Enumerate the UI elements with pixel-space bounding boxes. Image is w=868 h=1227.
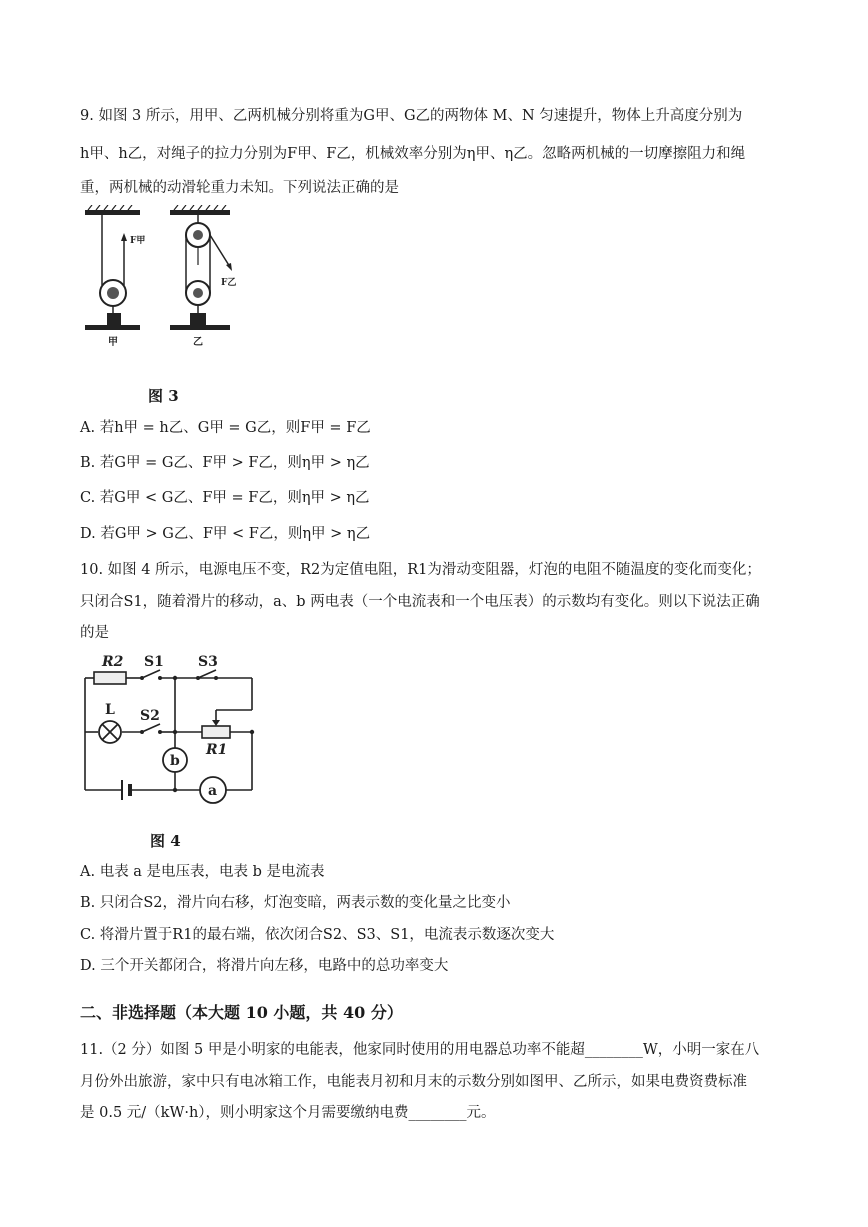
q10-option-b: B. 只闭合S2，滑片向右移，灯泡变暗，两表示数的变化量之比变小	[80, 895, 511, 911]
force-label-left: F甲	[130, 236, 146, 246]
q9-text-line-1: 9. 如图 3 所示，用甲、乙两机械分别将重为G甲、G乙的两物体 M、N 匀速提升，物体上升高度分别为	[80, 108, 743, 124]
label-s2: S2	[140, 708, 160, 724]
q11-text-line-3: 是 0.5 元/（kW·h），则小明家这个月需要缴纳电费________元。	[80, 1105, 496, 1121]
meter-b-label: b	[170, 753, 180, 769]
label-s1: S1	[144, 654, 164, 670]
meter-a-label: a	[208, 783, 218, 799]
label-jia: 甲	[108, 337, 118, 348]
label-l: L	[105, 702, 115, 718]
label-r2: R2	[102, 654, 124, 670]
label-yi: 乙	[193, 337, 203, 348]
q9-option-b: B. 若G甲 = G乙、F甲 > F乙，则η甲 > η乙	[80, 455, 370, 471]
q9-text-line-2: h甲、h乙，对绳子的拉力分别为F甲、F乙，机械效率分别为η甲、η乙。忽略两机械的一切摩擦阻力和绳	[80, 146, 746, 162]
figure-4-caption: 图 4	[150, 832, 181, 850]
q9-option-d: D. 若G甲 > G乙、F甲 < F乙，则η甲 > η乙	[80, 526, 371, 542]
q10-text-line-1: 10. 如图 4 所示，电源电压不变，R2为定值电阻，R1为滑动变阻器，灯泡的电阻不随温度的变化而变化；	[80, 562, 761, 578]
figure-3-caption: 图 3	[148, 387, 179, 405]
q9-option-c: C. 若G甲 < G乙、F甲 = F乙，则η甲 > η乙	[80, 490, 370, 506]
q10-option-a: A. 电表 a 是电压表，电表 b 是电流表	[80, 864, 325, 880]
force-label-right: F乙	[221, 278, 237, 288]
label-s3: S3	[198, 654, 218, 670]
q10-option-d: D. 三个开关都闭合，将滑片向左移，电路中的总功率变大	[80, 958, 449, 974]
section-2-title: 二、非选择题（本大题 10 小题，共 40 分）	[80, 1003, 403, 1022]
q10-option-c: C. 将滑片置于R1的最右端，依次闭合S2、S3、S1，电流表示数逐次变大	[80, 927, 555, 943]
figure-3-pulleys	[80, 205, 250, 355]
label-r1: R1	[206, 742, 228, 758]
q11-text-line-2: 月份外出旅游，家中只有电冰箱工作，电能表月初和月末的示数分别如图甲、乙所示，如果电费资费标准	[80, 1074, 747, 1090]
q10-text-line-3: 的是	[80, 625, 109, 641]
q11-text-line-1: 11.（2 分）如图 5 甲是小明家的电能表，他家同时使用的用电器总功率不能超________W，小明一家在八	[80, 1042, 760, 1058]
q10-text-line-2: 只闭合S1，随着滑片的移动，a、b 两电表（一个电流表和一个电压表）的示数均有变化。则以下说法正确	[80, 594, 760, 610]
q9-option-a: A. 若h甲 = h乙、G甲 = G乙，则F甲 = F乙	[80, 420, 371, 436]
q9-text-line-3: 重，两机械的动滑轮重力未知。下列说法正确的是	[80, 180, 399, 196]
figure-4-circuit	[80, 650, 270, 815]
